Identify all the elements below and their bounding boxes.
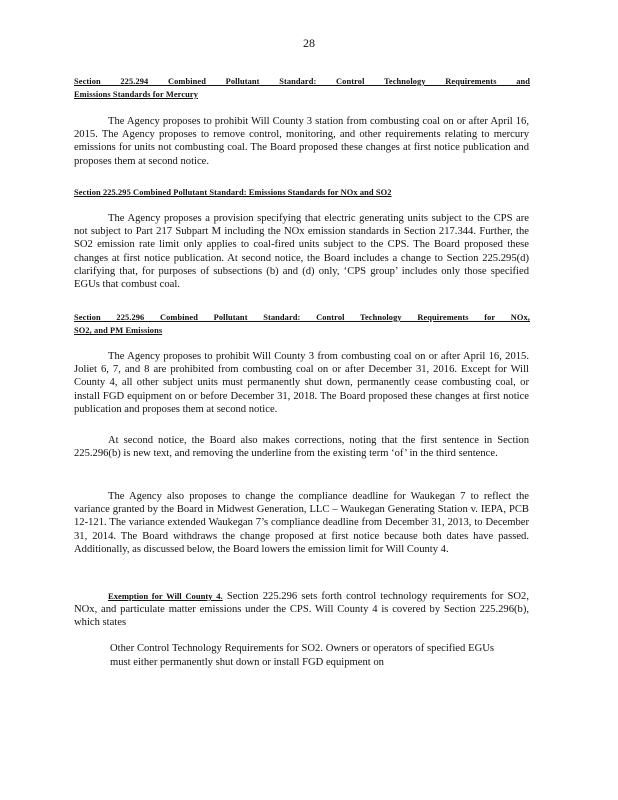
exemption-text: Section 225.296 sets forth control technology requirements for SO2, NOx, and particulate matter emissions under the CPS. Will County 4 is covered by Section 225.296(b), which states <box>74 591 529 629</box>
exemption-paragraph <box>74 590 529 630</box>
section-heading-225-294 <box>74 75 530 101</box>
page-number: 28 <box>303 36 315 50</box>
paragraph: The Agency proposes to prohibit Will County 3 station from combusting coal on or after April 16, 2015. The Agency proposes to remove control, monitoring, and other requirements relating to mercury emissions for units not combusting coal. The Board proposed these changes at first notice publication and proposes them at second notice. <box>74 116 529 167</box>
heading-line: Section 225.296 Combined Pollutant Standard: Control Technology Requirements for NOx, <box>74 313 530 322</box>
heading-line: SO2, and PM Emissions <box>74 326 163 335</box>
heading-line: Section 225.294 Combined Pollutant Standard: Control Technology Requirements and <box>74 77 530 86</box>
section-heading-225-296 <box>74 311 530 337</box>
paragraph: The Agency proposes to prohibit Will County 3 from combusting coal on or after April 16, 2015. Joliet 6, 7, and 8 are prohibited from combusting coal on or after December 31, 2016. Except for Will County 4, all other subject units must permanently shut down, permanently cease combusting coal, or install FGD equipment on or before December 31, 2018. The Board proposed these changes at first notice publication and proposes them at second notice. <box>74 351 529 415</box>
paragraph: The Agency proposes a provision specifying that electric generating units subject to the CPS are not subject to Part 217 Subpart M including the NOx emission standards in Section 217.344. Further, the SO2 emission rate limit only applies to coal-fired units subject to the CPS. The Board proposed these changes at first notice publication. At second notice, the Board includes a change to Section 225.295(d) clarifying that, for purposes of subsections (b) and (d) only, ‘CPS group’ includes only those specified EGUs that combust coal. <box>74 213 529 291</box>
heading-line: Section 225.295 Combined Pollutant Standard: Emissions Standards for NOx and SO2 <box>74 188 392 197</box>
paragraph: The Agency also proposes to change the compliance deadline for Waukegan 7 to reflect the variance granted by the Board in Midwest Generation, LLC – Waukegan Generating Station v. IEPA, PCB 12-121. The variance extended Waukegan 7’s compliance deadline from December 31, 2013, to December 31, 2014. The Board withdraws the change proposed at first notice because both dates have passed. Additionally, as discussed below, the Board lowers the emission limit for Will County 4. <box>74 491 529 555</box>
heading-line: Emissions Standards for Mercury <box>74 90 199 99</box>
exemption-label: Exemption for Will County 4. <box>108 591 223 601</box>
paragraph: At second notice, the Board also makes corrections, noting that the first sentence in Section 225.296(b) is new text, and removing the underline from the existing term ‘of’ in the third sentence. <box>74 435 529 460</box>
section-heading-225-295 <box>74 186 530 199</box>
block-quote: Other Control Technology Requirements for SO2. Owners or operators of specified EGUs must either permanently shut down or install FGD equipment on <box>110 643 494 668</box>
